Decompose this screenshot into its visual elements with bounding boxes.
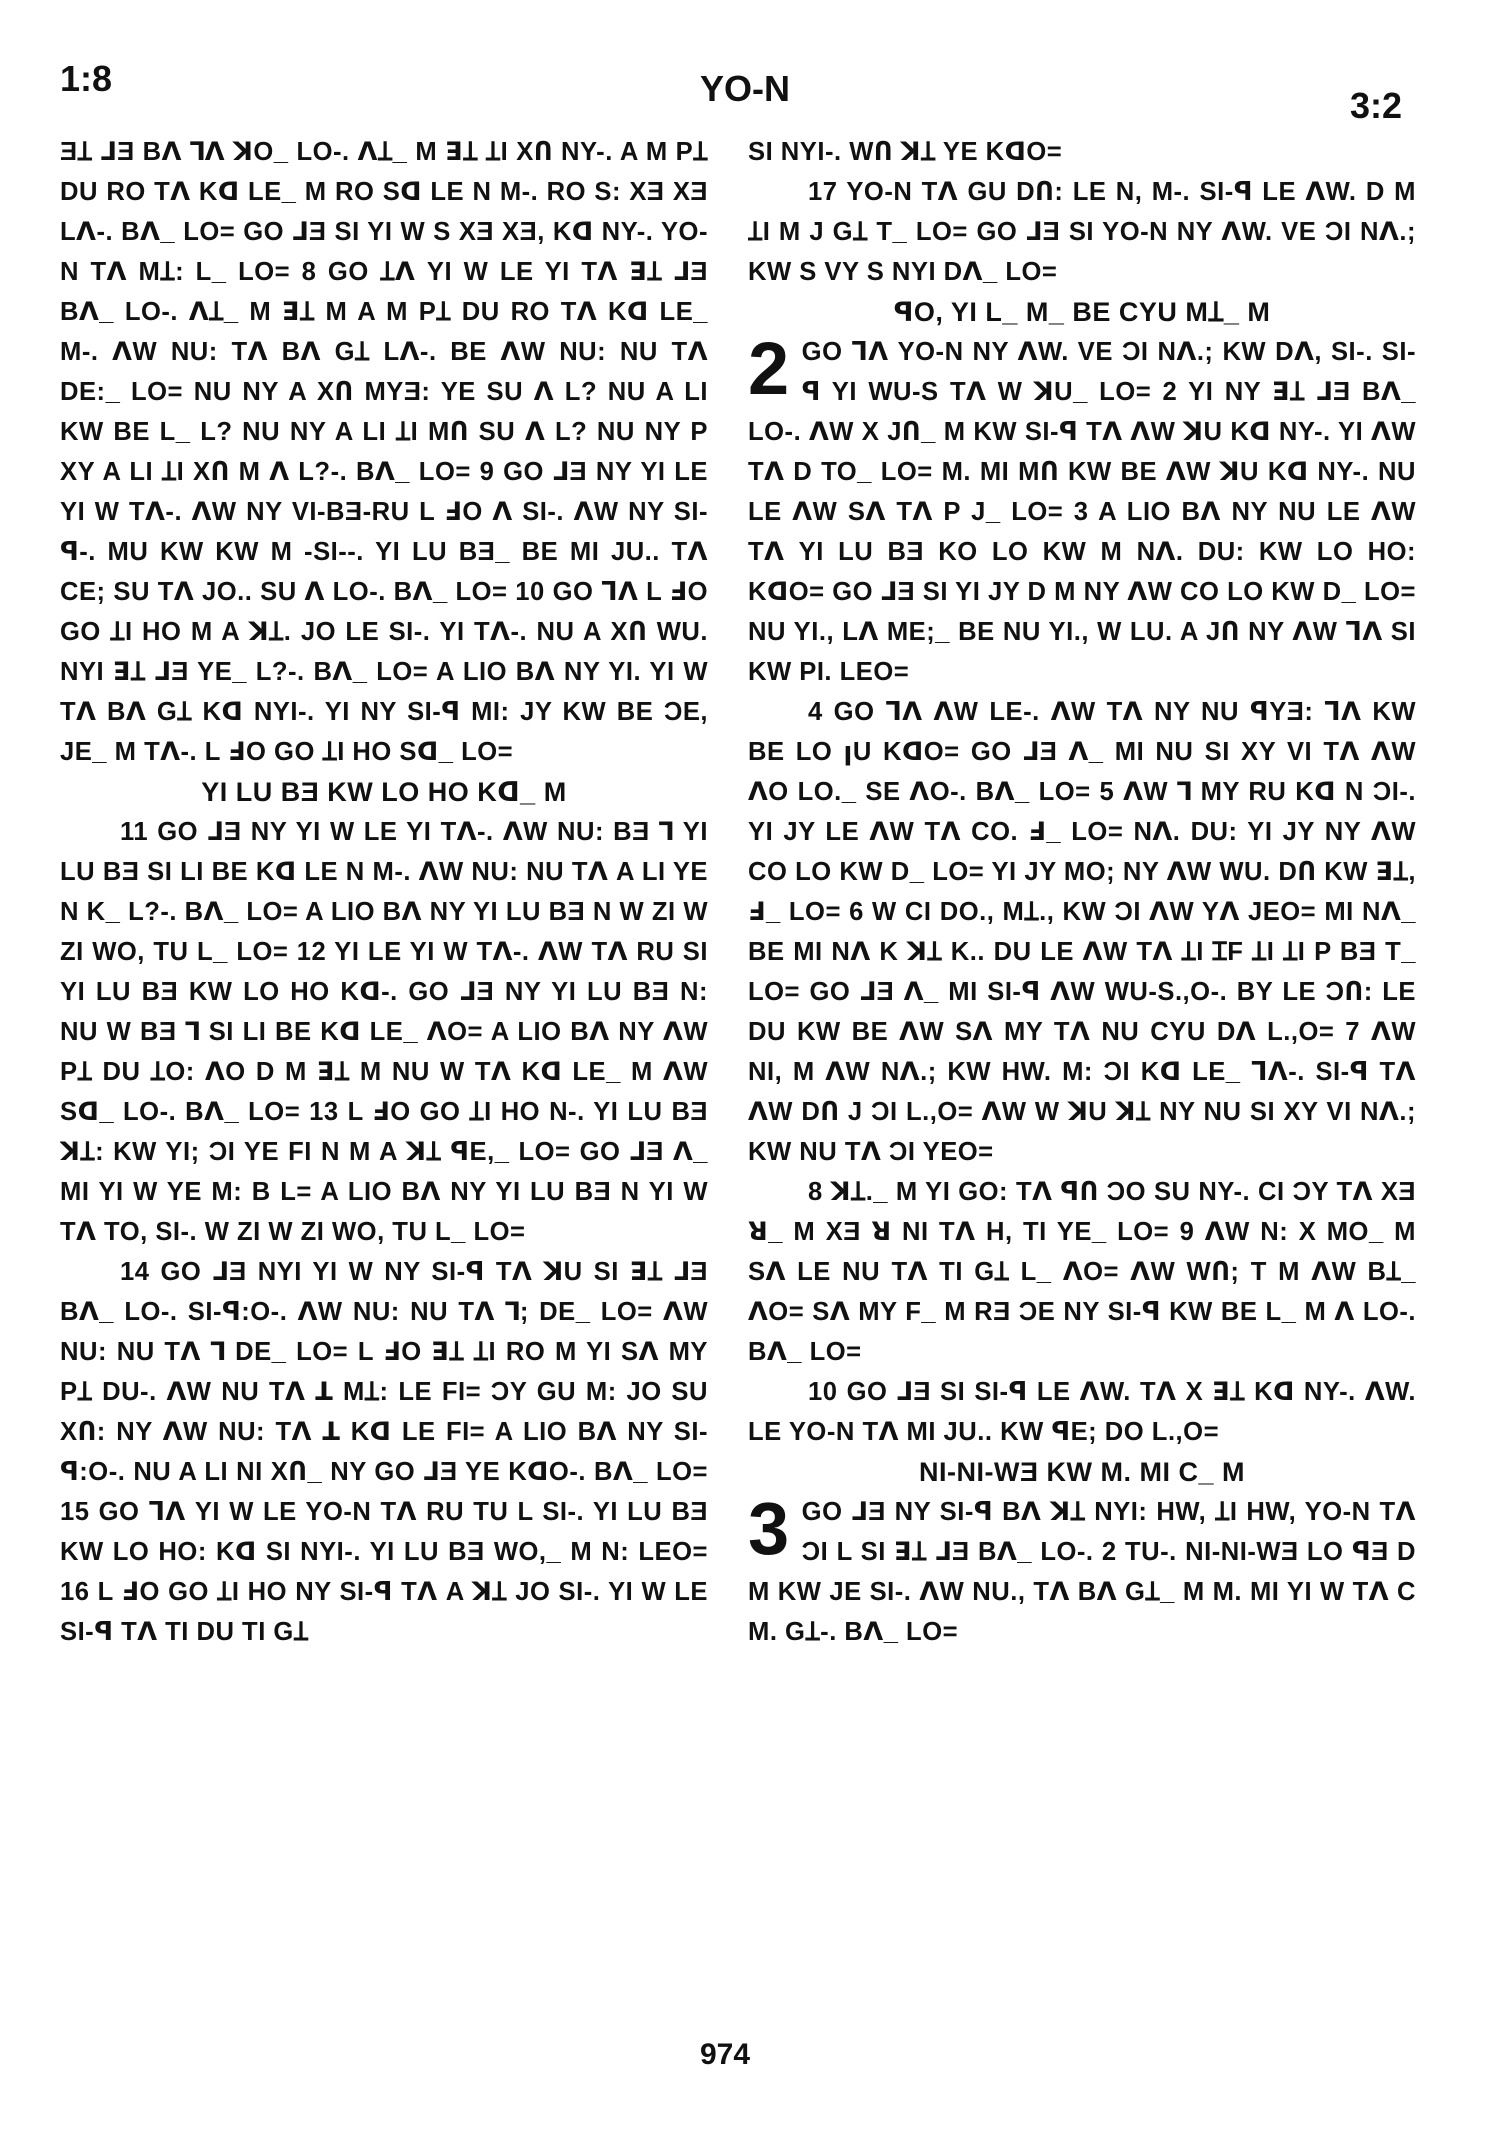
verse-paragraph: 11 GO ⅃Ǝ NY YI W LE YI Tꓥ-. ꓥW NU: BƎ ꓶ YI LU BƎ SI LI BE Kꓷ LE N M-. ꓥW NU: NU Tꓥ A LI YE N K_ L?-. Bꓥ_ LO= A LIO Bꓥ NY YI LU BƎ N W ZI W ZI WO, TU L_ LO= 12 YI LE YI W Tꓥ-. ꓥW Tꓥ RU SI YI LU BƎ KW LO HO Kꓷ-. GO ⅃Ǝ NY YI LU BƎ N: NU W BƎ ꓶ SI LI BE Kꓷ LE_ ꓥO= A LIO Bꓥ NY ꓥW PꞱ DU ꞱO: ꓥO D M ꓱꞱ M NU W Tꓥ Kꓷ LE_ M ꓥW Sꓷ_ LO-. Bꓥ_ LO= 13 L ꓞO GO ꞱI HO N-. YI LU BƎ ꓘꞱ: KW YI; ƆI YE FI N M A ꓘꞱ ꟼE,_ LO= GO ⅃Ǝ ꓥ_ MI YI W YE M: B L= A LIO Bꓥ NY YI LU BƎ N YI W Tꓥ TO, SI-. W ZI W ZI WO, TU L_ LO= <box>60 818 708 1246</box>
verse-paragraph: 4 GO Ꞁꓥ ꓥW LE-. ꓥW Tꓥ NY NU ꟼYƎ: Ꞁꓥ KW BE LO ꞁU KꓷO= GO ⅃Ǝ ꓥ_ MI NU SI XY VI Tꓥ ꓥW ꓥO LO._ SE ꓥO-. Bꓥ_ LO= 5 ꓥW ꓶ MY RU Kꓷ N ƆI-. YI JY LE ꓥW Tꓥ CO. ꓞ_ LO= Nꓥ. DU: YI JY NY ꓥW CO LO KW D_ LO= YI JY MO; NY ꓥW WU. DՈ KW ꓱꞱ, ꓞ_ LO= 6 W CI DO., MꞱ., KW ƆI ꓥW Yꓥ JEO= MI Nꓥ_ BE MI Nꓥ K ꓘꞱ K.. DU LE ꓥW Tꓥ ꞱI ꞮF ꞱI ꞱI P BƎ T_ LO= GO ⅃Ǝ ꓥ_ MI SI-ꟼ ꓥW WU-S.,O-. BY LE ƆՈ: LE DU KW BE ꓥW Sꓥ MY Tꓥ NU CYU Dꓥ L.,O= 7 ꓥW NI, M ꓥW Nꓥ.; KW HW. M: ƆI Kꓷ LE_ Ꞁꓥ-. SI-ꟼ Tꓥ ꓥW DՈ J ƆI L.,O= ꓥW W ꓘU ꓘꞱ NY NU SI XY VI Nꓥ.; KW NU Tꓥ ƆI YEO= <box>748 698 1416 1166</box>
header-book-title: YO-N <box>700 68 790 109</box>
chapter-text: GO ⅃Ǝ NY SI-ꟼ Bꓥ ꓘꞱ NYI: HW, ꞱI HW, YO-N Tꓥ ƆI L SI ꓱꞱ ⅃Ǝ Bꓥ_ LO-. 2 TU-. NI-NI-WƎ LO ꟼƎ D M KW JE SI-. ꓥW NU., Tꓥ Bꓥ GꞱ_ M M. MI YI W Tꓥ C M. GꞱ-. Bꓥ_ LO= <box>748 1498 1416 1646</box>
chapter-paragraph <box>748 1487 1416 1652</box>
section-heading: NI-NI-WƎ KW M. MI C_ M <box>919 1457 1245 1487</box>
chapter-number: 3 <box>748 1487 790 1570</box>
verse-paragraph: ƎꞱ ⅃Ǝ Bꓥ ⅂ꓥ ꓘO_ LO-. ꓥꞱ_ M ꓱꞱ ꞱI XՈ NY-. A M PꞱ DU RO Tꓥ Kꓷ LE_ M RO Sꓷ LE N M-. RO S: XƎ XƎ Lꓥ-. Bꓥ_ LO= GO ⅃Ǝ SI YI W S XƎ XƎ, Kꓷ NY-. YO-N Tꓥ MꞱ: L_ LO= 8 GO Ʇꓥ YI W LE YI Tꓥ ꓱꞱ ⅃Ǝ Bꓥ_ LO-. ꓥꞱ_ M ꓱꞱ M A M PꞱ DU RO Tꓥ Kꓷ LE_ M-. ꓥW NU: Tꓥ Bꓥ GꞱ Lꓥ-. BE ꓥW NU: NU Tꓥ DE:_ LO= NU NY A XՈ MYƎ: YE SU ꓥ L? NU A LI KW BE L_ L? NU NY A LI ꞱI MՈ SU ꓥ L? NU NY P XY A LI ꞱI XՈ M ꓥ L?-. Bꓥ_ LO= 9 GO ⅃Ǝ NY YI LE YI W Tꓥ-. ꓥW NY VI-BƎ-RU L ꓞO ꓥ SI-. ꓥW NY SI-ꟼ-. MU KW KW M -SI--. YI LU BƎ_ BE MI JU.. Tꓥ CE; SU Tꓥ JO.. SU ꓥ LO-. Bꓥ_ LO= 10 GO Ꞁꓥ L ꓞO GO ꞱI HO M A ꓘꞱ. JO LE SI-. YI Tꓥ-. NU A XՈ WU. NYI ꓱꞱ ⅃Ǝ YE_ L?-. Bꓥ_ LO= A LIO Bꓥ NY YI. YI W Tꓥ Bꓥ GꞱ Kꓷ NYI-. YI NY SI-ꟼ MI: JY KW BE ƆE, JE_ M Tꓥ-. L ꓞO GO ꞱI HO Sꓷ_ LO= <box>60 138 708 766</box>
right-text-column <box>748 132 1416 2022</box>
section-heading: YI LU BƎ KW LO HO Kꓷ_ M <box>201 777 567 807</box>
verse-paragraph: 10 GO ⅃Ǝ SI SI-ꟼ LE ꓥW. Tꓥ X ꓱꞱ Kꓷ NY-. ꓥW. LE YO-N Tꓥ MI JU.. KW ꟼE; DO L.,O= <box>748 1378 1416 1446</box>
chapter-paragraph <box>748 327 1416 692</box>
verse-paragraph: 14 GO ⅃Ǝ NYI YI W NY SI-ꟼ Tꓥ ꓘU SI ꓱꞱ ⅃Ǝ Bꓥ_ LO-. SI-ꟼ:O-. ꓥW NU: NU Tꓥ ꓶ; DE_ LO= ꓥW NU: NU Tꓥ ꓶ DE_ LO= L ꓞO ꓱꞱ ꞱI RO M YI Sꓥ MY PꞱ DU-. ꓥW NU Tꓥ ꓕ MꞱ: LE FI= ƆY GU M: JO SU XՈ: NY ꓥW NU: Tꓥ ꓕ Kꓷ LE FI= A LIO Bꓥ NY SI-ꟼ:O-. NU A LI NI XՈ_ NY GO ⅃Ǝ YE KꓷO-. Bꓥ_ LO= 15 GO Ꞁꓥ YI W LE YO-N Tꓥ RU TU L SI-. YI LU BƎ KW LO HO: Kꓷ SI NYI-. YI LU BƎ WO,_ M N: LEO= 16 L ꓞO GO ꞱI HO NY SI-ꟼ Tꓥ A ꓘꞱ JO SI-. YI W LE SI-ꟼ Tꓥ TI DU TI GꞱ <box>60 1258 708 1646</box>
verse-paragraph: SI NYI-. WՈ ꓘꞱ YE KꓷO= <box>748 138 1063 166</box>
verse-paragraph: 8 ꓘꞱ._ M YI GO: Tꓥ ꟼՈ ƆO SU NY-. CI ƆY Tꓥ XƎ ꓤ_ M XƎ ꓤ NI Tꓥ H, TI YE_ LO= 9 ꓥW N: X MO_ M Sꓥ LE NU Tꓥ TI GꞱ L_ ꓥO= ꓥW WՈ; T M ꓥW BꞱ_ ꓥO= Sꓥ MY F_ M RƎ ƆE NY SI-ꟼ KW BE L_ M ꓥ LO-. Bꓥ_ LO= <box>748 1178 1416 1366</box>
section-heading: ꟼO, YI L_ M_ BE CYU MꞱ_ M <box>893 297 1271 327</box>
left-text-column <box>60 132 708 2022</box>
header-verse-left: 1:8 <box>60 58 113 99</box>
header-verse-right: 3:2 <box>1350 85 1403 126</box>
chapter-number: 2 <box>748 327 790 410</box>
verse-paragraph: 17 YO-N Tꓥ GU DՈ: LE N, M-. SI-ꟼ LE ꓥW. D M ꞱI M J GꞱ T_ LO= GO ⅃Ǝ SI YO-N NY ꓥW. VE ƆI Nꓥ.; KW S VY S NYI Dꓥ_ LO= <box>748 178 1416 286</box>
page-number: 974 <box>699 2038 751 2071</box>
chapter-text: GO Ꞁꓥ YO-N NY ꓥW. VE ƆI Nꓥ.; KW Dꓥ, SI-. SI-ꟼ YI WU-S Tꓥ W ꓘU_ LO= 2 YI NY ꓱꞱ ⅃Ǝ Bꓥ_ LO-. ꓥW X JՈ_ M KW SI-ꟼ Tꓥ ꓥW ꓘU Kꓷ NY-. YI ꓥW Tꓥ D TO_ LO= M. MI MՈ KW BE ꓥW ꓘU Kꓷ NY-. NU LE ꓥW Sꓥ Tꓥ P J_ LO= 3 A LIO Bꓥ NY NU LE ꓥW Tꓥ YI LU BƎ KO LO KW M Nꓥ. DU: KW LO HO: KꓷO= GO ⅃Ǝ SI YI JY D M NY ꓥW CO LO KW D_ LO= NU YI., Lꓥ ME;_ BE NU YI., W LU. A JՈ NY ꓥW Ꞁꓥ SI KW PI. LEO= <box>748 338 1416 686</box>
